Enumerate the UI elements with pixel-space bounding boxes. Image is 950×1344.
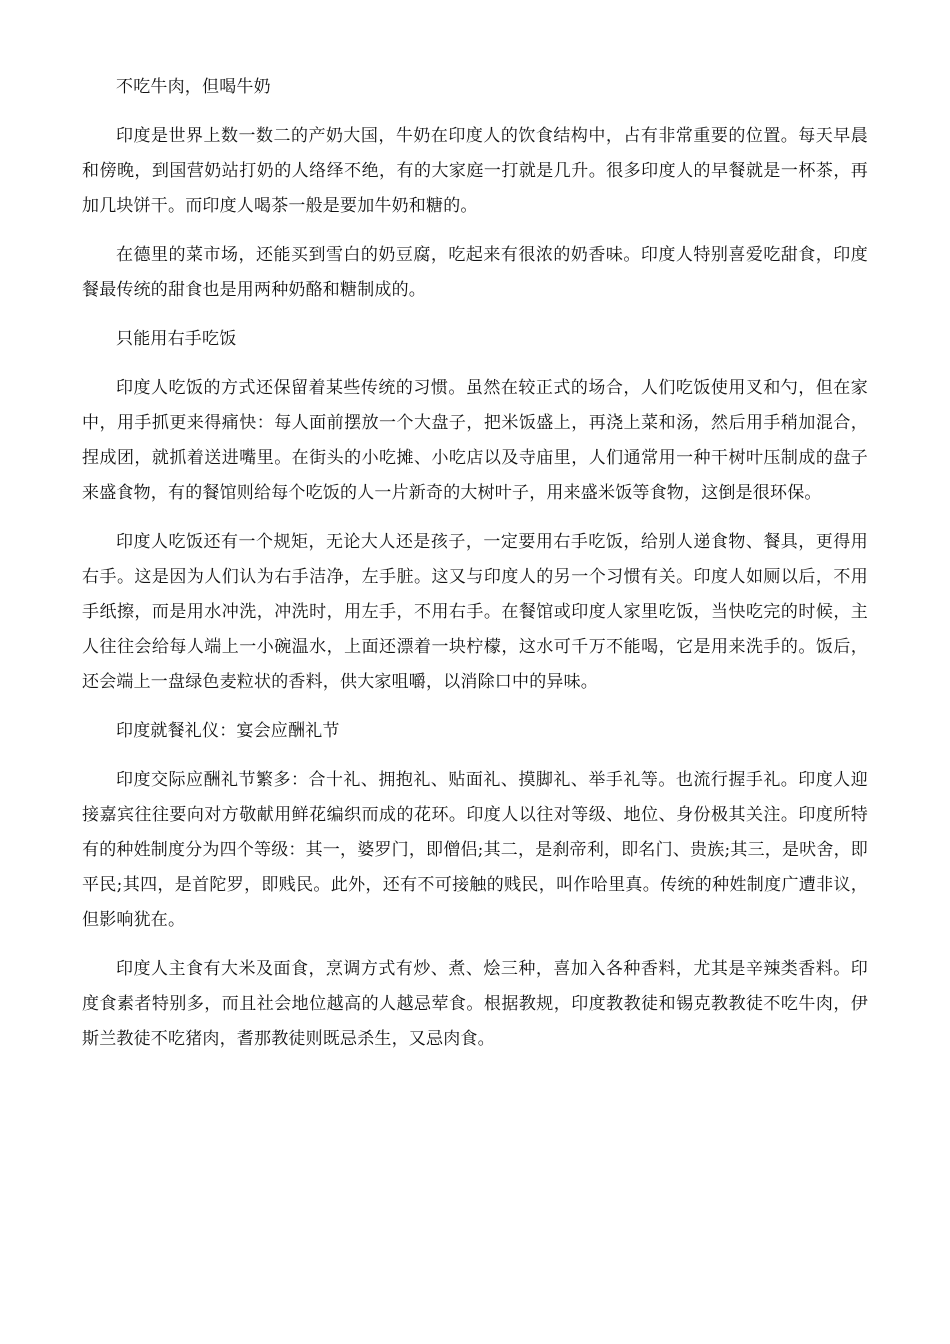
document-body [82,70,868,1071]
paragraph: 印度人吃饭的方式还保留着某些传统的习惯。虽然在较正式的场合，人们吃饭使用叉和勺，但在家中，用手抓更来得痛快：每人面前摆放一个大盘子，把米饭盛上，再浇上菜和汤，然后用手稍加混合，捏成团，就抓着送进嘴里。在街头的小吃摊、小吃店以及寺庙里，人们通常用一种干树叶压制成的盘子来盛食物，有的餐馆则给每个吃饭的人一片新奇的大树叶子，用来盛米饭等食物，这倒是很环保。 [82,378,868,503]
paragraph: 印度人吃饭还有一个规矩，无论大人还是孩子，一定要用右手吃饭，给别人递食物、餐具，更得用右手。这是因为人们认为右手洁净，左手脏。这又与印度人的另一个习惯有关。印度人如厕以后，不用手纸擦，而是用水冲洗，冲洗时，用左手，不用右手。在餐馆或印度人家里吃饭，当快吃完的时候，主人往往会给每人端上一小碗温水，上面还漂着一块柠檬，这水可千万不能喝，它是用来洗手的。饭后，还会端上一盘绿色麦粒状的香料，供大家咀嚼，以消除口中的异味。 [82,532,868,692]
paragraph: 在德里的菜市场，还能买到雪白的奶豆腐，吃起来有很浓的奶香味。印度人特别喜爱吃甜食，印度餐最传统的甜食也是用两种奶酪和糖制成的。 [82,245,868,300]
section-heading: 不吃牛肉，但喝牛奶 [116,77,271,97]
section-heading: 印度就餐礼仪：宴会应酬礼节 [116,721,340,741]
paragraph: 印度是世界上数一数二的产奶大国，牛奶在印度人的饮食结构中，占有非常重要的位置。每天早晨和傍晚，到国营奶站打奶的人络绎不绝，有的大家庭一打就是几升。很多印度人的早餐就是一杯茶，再加几块饼干。而印度人喝茶一般是要加牛奶和糖的。 [82,126,868,216]
paragraph: 印度交际应酬礼节繁多：合十礼、拥抱礼、贴面礼、摸脚礼、举手礼等。也流行握手礼。印度人迎接嘉宾往往要向对方敬献用鲜花编织而成的花环。印度人以往对等级、地位、身份极其关注。印度所特有的种姓制度分为四个等级：其一，婆罗门，即僧侣;其二，是刹帝利，即名门、贵族;其三，是吠舍，即平民;其四，是首陀罗，即贱民。此外，还有不可接触的贱民，叫作哈里真。传统的种姓制度广遭非议，但影响犹在。 [82,770,868,930]
paragraph: 印度人主食有大米及面食，烹调方式有炒、煮、烩三种，喜加入各种香料，尤其是辛辣类香料。印度食素者特别多，而且社会地位越高的人越忌荤食。根据教规，印度教教徒和锡克教教徒不吃牛肉，伊斯兰教徒不吃猪肉，耆那教徒则既忌杀生，又忌肉食。 [82,959,868,1049]
section-heading: 只能用右手吃饭 [116,329,237,349]
